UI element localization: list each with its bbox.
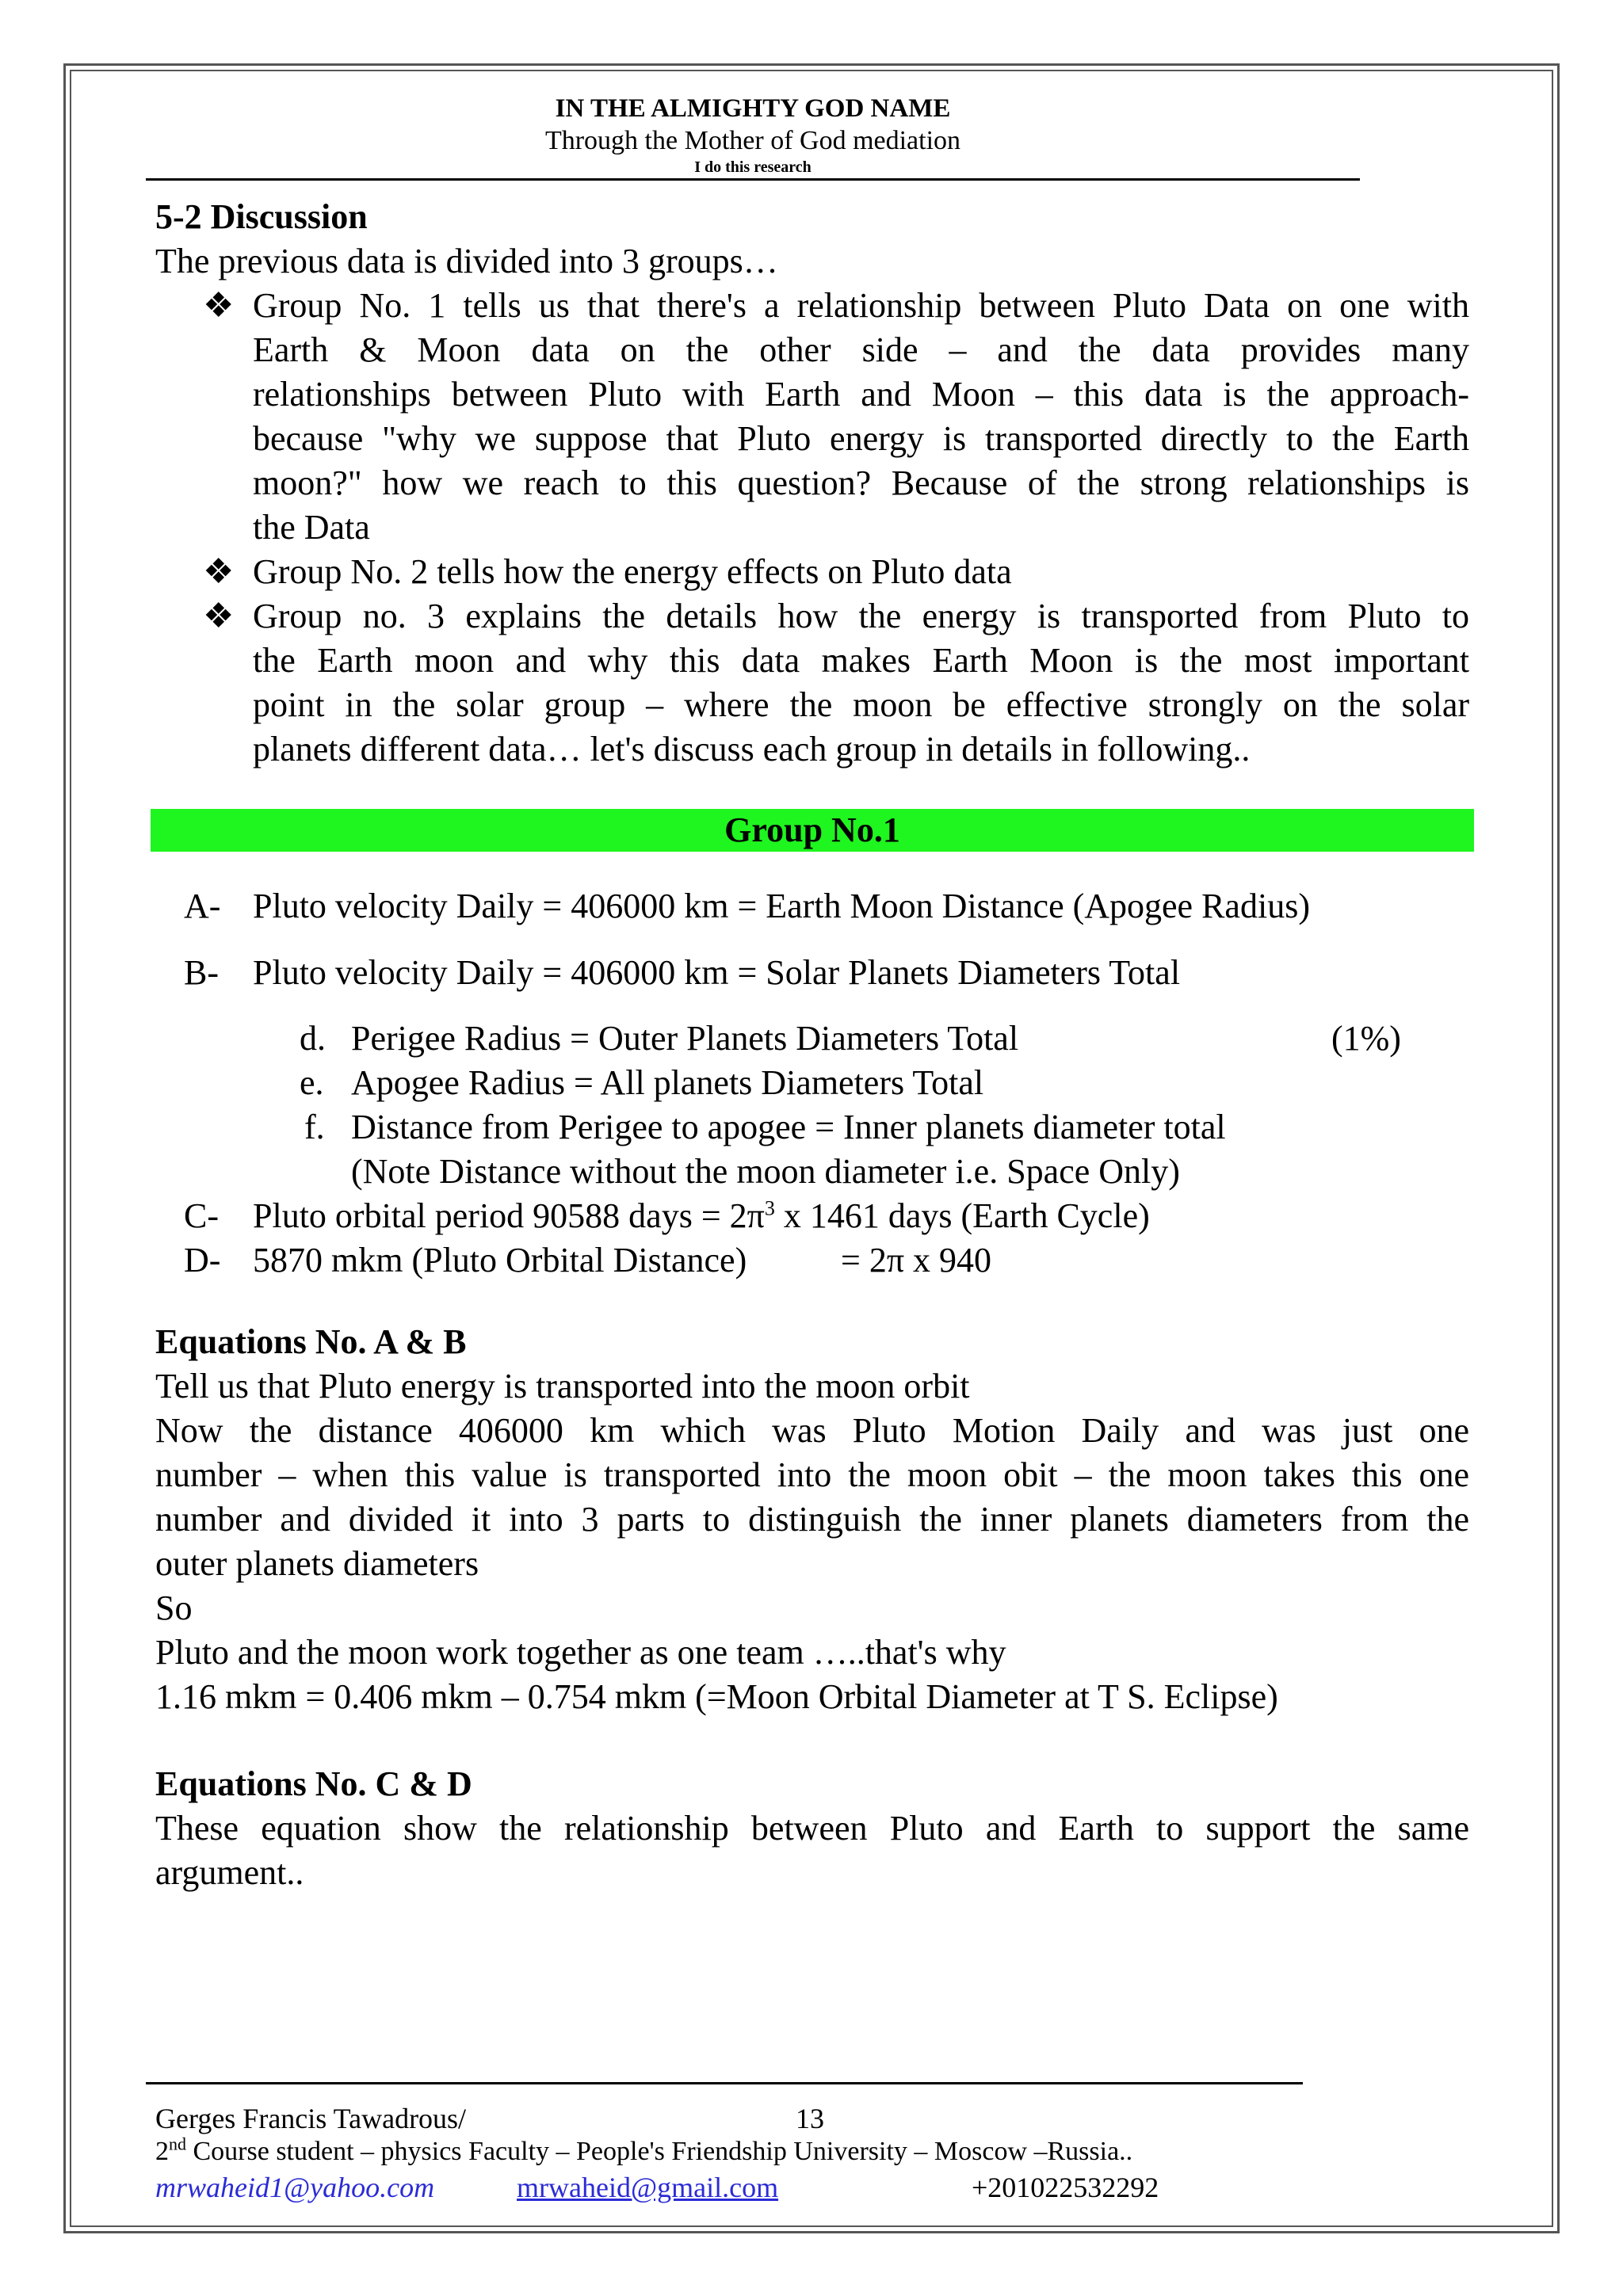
bullet-3-line: planets different data… let's discuss each group in details in following.. — [253, 730, 1251, 769]
eq-ab-para-line: number and divided it into 3 parts to distinguish the inner planets diameters from the — [155, 1500, 1469, 1539]
subitem-text-d: Perigee Radius = Outer Planets Diameters Total — [351, 1019, 1019, 1058]
footer-author: Gerges Francis Tawadrous/ — [155, 2103, 467, 2134]
eq-ab-para-last: outer planets diameters — [155, 1544, 479, 1583]
eq-cd-line: These equation show the relationship between Pluto and Earth to support the same — [155, 1809, 1469, 1848]
footer-email-gmail[interactable]: mrwaheid@gmail.com — [517, 2172, 779, 2203]
footer-email-yahoo[interactable]: mrwaheid1@yahoo.com — [155, 2172, 435, 2203]
section-heading: 5-2 Discussion — [155, 197, 368, 236]
bullet-1-line: the Data — [253, 508, 370, 547]
bullet-3-line: Group no. 3 explains the details how the energy is transported from Pluto to — [253, 597, 1469, 635]
bullet-diamond-icon: ❖ — [203, 552, 235, 591]
eq-ab-heading: Equations No. A & B — [155, 1322, 467, 1361]
eq-ab-so: So — [155, 1589, 193, 1627]
bullet-diamond-icon: ❖ — [203, 286, 235, 325]
eq-ab-para-line: Now the distance 406000 km which was Pluto Motion Daily and was just one — [155, 1411, 1469, 1450]
subitem-note-d: (1%) — [1331, 1019, 1401, 1058]
header-subtitle: Through the Mother of God mediation — [544, 126, 961, 155]
item-label-c: C- — [184, 1196, 219, 1235]
item-text-a: Pluto velocity Daily = 406000 km = Earth Moon Distance (Apogee Radius) — [253, 887, 1310, 925]
bullet-1-line: because "why we suppose that Pluto energy is transported directly to the Earth — [253, 419, 1469, 458]
bullet-1-line: Group No. 1 tells us that there's a relationship between Pluto Data on one with — [253, 286, 1469, 325]
item-label-d: D- — [184, 1241, 221, 1280]
item-text-d-right: = 2π x 940 — [841, 1241, 992, 1280]
eq-ab-team: Pluto and the moon work together as one team …..that's why — [155, 1633, 1006, 1672]
bullet-1-line: Earth & Moon data on the other side – and the data provides many — [253, 330, 1469, 369]
subitem-label-d: d. — [300, 1019, 326, 1058]
item-text-b: Pluto velocity Daily = 406000 km = Solar Planets Diameters Total — [253, 953, 1181, 992]
header-title: IN THE ALMIGHTY GOD NAME — [555, 94, 951, 123]
subitem-text-e: Apogee Radius = All planets Diameters Total — [351, 1063, 984, 1102]
eq-ab-line: Tell us that Pluto energy is transported into the moon orbit — [155, 1367, 970, 1405]
footer-phone: +201022532292 — [972, 2172, 1159, 2203]
subitem-text-f: Distance from Perigee to apogee = Inner planets diameter total — [351, 1108, 1226, 1146]
eq-cd-heading: Equations No. C & D — [155, 1764, 472, 1803]
section-intro: The previous data is divided into 3 groups… — [155, 242, 778, 280]
eq-cd-line: argument.. — [155, 1853, 304, 1892]
group-title: Group No.1 — [724, 810, 900, 849]
eq-ab-para-line: number – when this value is transported into the moon obit – the moon takes this one — [155, 1455, 1469, 1494]
subitem-label-f: f. — [304, 1108, 325, 1146]
subitem-note-line: (Note Distance without the moon diameter i.e. Space Only) — [351, 1152, 1180, 1191]
item-label-b: B- — [184, 953, 219, 992]
bullet-diamond-icon: ❖ — [203, 597, 235, 635]
bullet-1-line: moon?" how we reach to this question? Because of the strong relationships is — [253, 463, 1469, 502]
eq-ab-formula: 1.16 mkm = 0.406 mkm – 0.754 mkm (=Moon Orbital Diameter at T S. Eclipse) — [155, 1677, 1278, 1716]
bullet-1-line: relationships between Pluto with Earth and Moon – this data is the approach- — [253, 375, 1469, 414]
item-label-a: A- — [184, 887, 221, 925]
footer-course: 2nd Course student – physics Faculty – People's Friendship University – Moscow –Russia.. — [155, 2134, 1133, 2166]
bullet-2-line: Group No. 2 tells how the energy effects on Pluto data — [253, 552, 1012, 591]
item-text-c: Pluto orbital period 90588 days = $2\pi^3$ x 1461 days (Earth Cycle) — [253, 1196, 1150, 1235]
header-rule — [146, 178, 1360, 181]
bullet-3-line: point in the solar group – where the moon be effective strongly on the solar — [253, 685, 1469, 724]
footer-rule — [146, 2082, 1303, 2084]
bullet-3-line: the Earth moon and why this data makes Earth Moon is the most important — [253, 641, 1469, 680]
header-small-line: I do this research — [694, 158, 812, 176]
footer-page-number: 13 — [796, 2103, 824, 2134]
subitem-label-e: e. — [300, 1063, 324, 1102]
item-text-d-left: 5870 mkm (Pluto Orbital Distance) — [253, 1241, 747, 1280]
